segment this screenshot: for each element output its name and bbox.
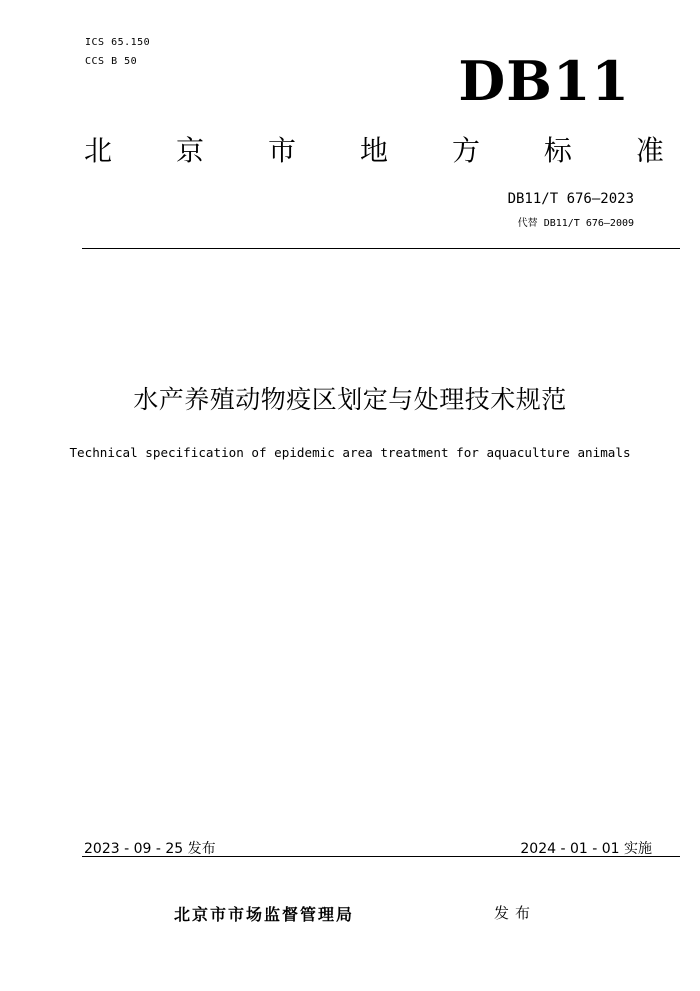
standard-type-char: 京 bbox=[175, 134, 204, 167]
issue-label: 发布 bbox=[494, 904, 537, 922]
ics-code: ICS 65.150 bbox=[85, 37, 151, 48]
ccs-code: CCS B 50 bbox=[85, 56, 138, 67]
standard-type-char: 准 bbox=[635, 134, 664, 167]
footer-divider bbox=[82, 856, 680, 857]
document-title-english: Technical specification of epidemic area treatment for aquaculture animals bbox=[69, 445, 631, 460]
document-title-chinese: 水产养殖动物疫区划定与处理技术规范 bbox=[133, 385, 567, 414]
standard-number: DB11/T 676—2023 bbox=[507, 191, 634, 207]
standard-logo: DB11 bbox=[458, 49, 630, 113]
standard-type-char: 北 bbox=[84, 134, 113, 167]
standard-type-char: 市 bbox=[267, 134, 296, 167]
publish-date: 2023 - 09 - 25 发布 bbox=[84, 841, 216, 857]
replaces-standard: 代替 DB11/T 676—2009 bbox=[517, 218, 634, 229]
issuing-authority: 北京市市场监督管理局 bbox=[174, 905, 355, 924]
standard-type-char: 标 bbox=[543, 134, 572, 167]
header-divider bbox=[82, 248, 680, 249]
standard-type-title bbox=[84, 134, 664, 168]
implementation-date: 2024 - 01 - 01 实施 bbox=[520, 841, 652, 857]
standard-type-char: 方 bbox=[451, 134, 480, 167]
standard-type-char: 地 bbox=[359, 134, 388, 167]
